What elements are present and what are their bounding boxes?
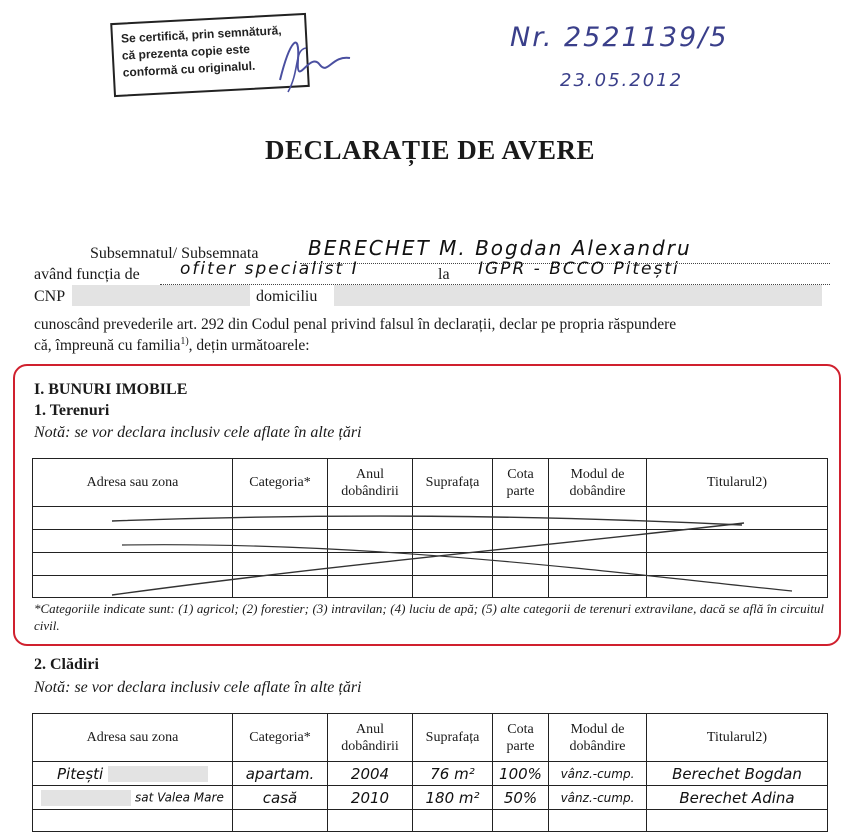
terenuri-note: Notă: se vor declara inclusiv cele aflate în alte țări bbox=[34, 424, 362, 441]
stamp-line-1: Se certifică, prin semnătură, bbox=[120, 23, 282, 46]
cell-category: casă bbox=[233, 786, 328, 810]
address-text: sat Valea Mare bbox=[135, 790, 224, 804]
family-text: că, împreună cu familia bbox=[34, 337, 181, 355]
col-owner: Titularul2) bbox=[647, 459, 828, 507]
cnp-label: CNP bbox=[34, 288, 66, 305]
col-address: Adresa sau zona bbox=[33, 459, 233, 507]
section-heading: I. BUNURI IMOBILE bbox=[34, 381, 188, 398]
col-owner: Titularul2) bbox=[647, 714, 828, 762]
address-text: Pitești bbox=[57, 764, 104, 783]
family-text-end: , dețin următoarele: bbox=[188, 337, 310, 355]
cladiri-table bbox=[32, 713, 828, 832]
col-share: Cota parte bbox=[493, 714, 549, 762]
col-address: Adresa sau zona bbox=[33, 714, 233, 762]
stamp-line-2: că prezenta copie este bbox=[121, 41, 251, 63]
strike-through-lines bbox=[32, 505, 828, 600]
redacted-cnp bbox=[72, 285, 250, 306]
table-row bbox=[33, 762, 828, 786]
function-value: ofiter specialist I bbox=[180, 259, 359, 279]
cell-area: 76 m² bbox=[413, 762, 493, 786]
la-label: la bbox=[438, 266, 450, 283]
col-year: Anul dobândirii bbox=[328, 459, 413, 507]
legal-statement-line: cunoscând prevederile art. 292 din Codul penal privind falsul în declarații, declar pe propria răspundere bbox=[34, 316, 677, 333]
table-row bbox=[33, 786, 828, 810]
signature-icon bbox=[270, 20, 360, 100]
col-mode: Modul de dobândire bbox=[549, 714, 647, 762]
cell-category: apartam. bbox=[233, 762, 328, 786]
col-area: Suprafața bbox=[413, 459, 493, 507]
institution-value: IGPR - BCCO Pitești bbox=[478, 259, 680, 279]
cladiri-heading: 2. Clădiri bbox=[34, 656, 99, 673]
domiciliu-label: domiciliu bbox=[256, 288, 318, 305]
redacted-locality bbox=[41, 790, 131, 806]
subsemnatul-label: Subsemnatul/ Subsemnata bbox=[90, 245, 259, 262]
registration-date: 23.05.2012 bbox=[560, 70, 684, 91]
redacted-street bbox=[108, 766, 208, 782]
col-category: Categoria* bbox=[233, 459, 328, 507]
col-category: Categoria* bbox=[233, 714, 328, 762]
cell-mode: vânz.-cump. bbox=[549, 762, 647, 786]
stamp-line-3: conformă cu originalul. bbox=[122, 58, 256, 80]
redacted-address bbox=[334, 285, 822, 306]
cell-mode: vânz.-cump. bbox=[549, 786, 647, 810]
page-title: DECLARAȚIE DE AVERE bbox=[264, 135, 596, 165]
cell-address bbox=[33, 786, 233, 810]
declarant-name: BERECHET M. Bogdan Alexandru bbox=[308, 236, 692, 260]
terenuri-heading: 1. Terenuri bbox=[34, 402, 110, 419]
cladiri-note: Notă: se vor declara inclusiv cele aflate în alte țări bbox=[34, 679, 362, 696]
cell-area: 180 m² bbox=[413, 786, 493, 810]
cell-owner: Berechet Adina bbox=[647, 786, 828, 810]
legal-statement-line2 bbox=[34, 336, 310, 355]
col-area: Suprafața bbox=[413, 714, 493, 762]
col-year: Anul dobândirii bbox=[328, 714, 413, 762]
cell-year: 2010 bbox=[328, 786, 413, 810]
cell-share: 50% bbox=[493, 786, 549, 810]
registration-number: Nr. 2521139/5 bbox=[510, 22, 729, 53]
cell-share: 100% bbox=[493, 762, 549, 786]
terenuri-footnote: *Categoriile indicate sunt: (1) agricol; (2) forestier; (3) intravilan; (4) luciu de apă; (5) alte categorii de terenuri extravilane, dacă se află în circuitul civil. bbox=[34, 601, 824, 633]
col-share: Cota parte bbox=[493, 459, 549, 507]
cell-year: 2004 bbox=[328, 762, 413, 786]
functia-label: având funcția de bbox=[34, 266, 140, 283]
cell-address bbox=[33, 762, 233, 786]
col-mode: Modul de dobândire bbox=[549, 459, 647, 507]
footnote-marker: 1) bbox=[180, 336, 189, 347]
cell-owner: Berechet Bogdan bbox=[647, 762, 828, 786]
